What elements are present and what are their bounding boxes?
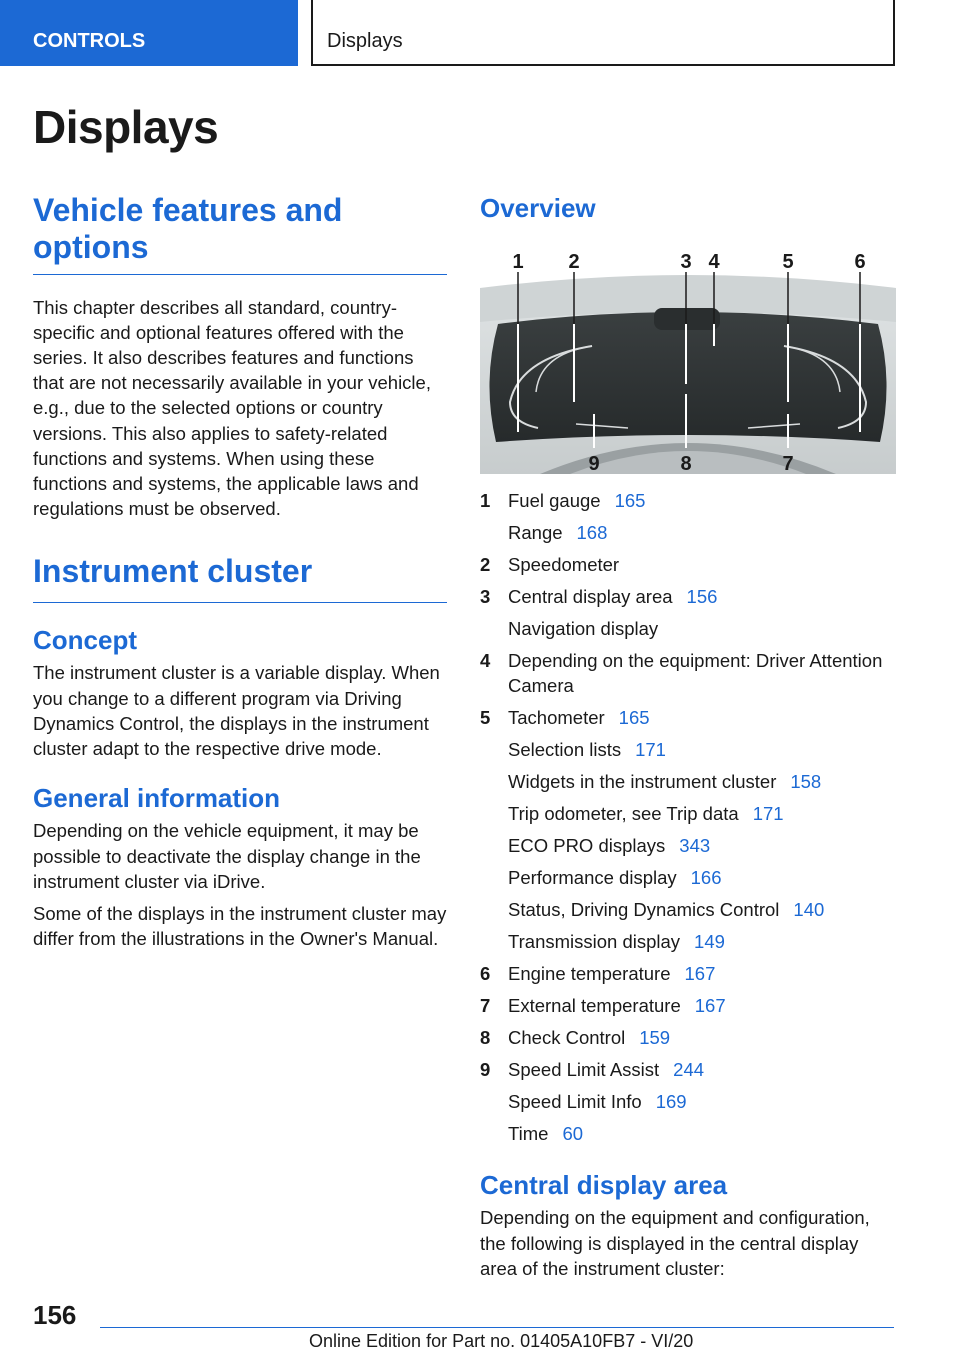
legend-text [508, 865, 896, 890]
legend-number [480, 833, 508, 858]
legend-label: Fuel gauge [508, 489, 601, 511]
page-reference-link[interactable]: 166 [690, 867, 722, 889]
general-info-paragraph-1: Depending on the vehicle equipment, it may be possible to deactivate the display change in the instrument cluster via iDrive. [33, 820, 421, 892]
callout-6: 6 [854, 250, 866, 273]
legend-item [480, 993, 896, 1018]
page-reference-link[interactable]: 165 [614, 489, 646, 511]
page-reference-link[interactable]: 156 [686, 585, 718, 607]
legend-item [480, 1089, 896, 1114]
legend-number [480, 1121, 508, 1146]
legend-item [480, 897, 896, 922]
legend-number [480, 1089, 508, 1114]
legend-item [480, 584, 896, 609]
legend-item [480, 865, 896, 890]
legend-number [480, 865, 508, 890]
legend-label: Engine temperature [508, 963, 671, 985]
page-reference-link[interactable]: 158 [790, 771, 822, 793]
legend-label: Speed Limit Assist [508, 1059, 660, 1081]
legend-label: Speedometer [508, 553, 620, 575]
legend-text [508, 737, 896, 762]
page-reference-link[interactable]: 167 [684, 963, 716, 985]
legend-label: Transmission display [508, 931, 681, 953]
legend-label: Status, Driving Dynamics Control [508, 899, 780, 921]
footer-rule [100, 1327, 894, 1328]
legend-text [508, 833, 896, 858]
legend-item [480, 1121, 896, 1146]
legend-label: ECO PRO displays [508, 835, 666, 857]
legend-item [480, 1057, 896, 1082]
legend-label: Range [508, 521, 563, 543]
instrument-cluster-figure [480, 242, 896, 474]
legend-list [480, 488, 896, 1146]
header-section-tab: CONTROLS [0, 0, 298, 66]
legend-number [480, 801, 508, 826]
legend-text [508, 584, 896, 609]
legend-item [480, 769, 896, 794]
legend-label: External temperature [508, 995, 681, 1017]
legend-text [508, 993, 896, 1018]
callout-1: 1 [512, 250, 524, 273]
concept-heading: Concept [33, 625, 137, 656]
legend-text [508, 520, 896, 545]
legend-label: Central display area [508, 585, 673, 607]
legend-item [480, 737, 896, 762]
legend-number: 6 [480, 963, 491, 985]
vehicle-features-heading: Vehicle features and options [33, 192, 447, 275]
legend-text [508, 1025, 896, 1050]
callout-4: 4 [708, 250, 720, 273]
page-reference-link[interactable]: 171 [635, 739, 666, 761]
legend-label: Performance display [508, 867, 677, 889]
page-reference-link[interactable]: 171 [752, 803, 784, 825]
page-reference-link[interactable]: 244 [673, 1059, 705, 1081]
legend-number [480, 616, 508, 641]
page-reference-link[interactable]: 167 [694, 995, 726, 1017]
page-reference-link[interactable]: 149 [694, 931, 725, 953]
legend-number: 3 [480, 585, 491, 607]
instrument-cluster-illustration [480, 242, 896, 474]
callout-5: 5 [782, 250, 794, 273]
legend-number [480, 929, 508, 954]
general-info-paragraph-2: Some of the displays in the instrument cluster may differ from the illustrations in the Owner's Manual. [33, 903, 447, 950]
legend-label: Depending on the equipment: Driver Attention Camera [508, 649, 883, 697]
legend-number [480, 737, 508, 762]
page-reference-link[interactable]: 169 [655, 1091, 687, 1113]
legend-number: 9 [480, 1059, 491, 1081]
legend-label: Trip odometer, see Trip data [508, 803, 739, 825]
legend-number: 1 [480, 489, 491, 511]
page-reference-link[interactable]: 140 [793, 899, 825, 921]
page-reference-link[interactable]: 60 [562, 1123, 584, 1145]
callout-9: 9 [588, 452, 600, 474]
legend-label: Tachometer [508, 707, 605, 729]
footer-edition: Online Edition for Part no. 01405A10FB7 - VI/20 [309, 1331, 694, 1351]
legend-text [508, 961, 896, 986]
legend-number: 8 [480, 1027, 491, 1049]
page-title: Displays [33, 101, 219, 153]
legend-item [480, 520, 896, 545]
legend-label: Navigation display [508, 617, 659, 639]
legend-number [480, 520, 508, 545]
legend-text [508, 929, 896, 954]
central-display-heading: Central display area [480, 1170, 728, 1201]
legend-label: Selection lists [508, 739, 622, 761]
legend-number: 2 [480, 553, 491, 575]
page-reference-link[interactable]: 165 [618, 707, 650, 729]
legend-item [480, 552, 896, 577]
legend-item [480, 833, 896, 858]
legend-text [508, 801, 896, 826]
overview-heading: Overview [480, 193, 596, 223]
page-number: 156 [33, 1300, 77, 1330]
legend-label: Time [508, 1123, 549, 1145]
legend-text [508, 1121, 896, 1146]
legend-number [480, 897, 508, 922]
page-reference-link[interactable]: 159 [639, 1027, 671, 1049]
legend-number: 7 [480, 995, 491, 1017]
legend-text [508, 897, 896, 922]
legend-label: Speed Limit Info [508, 1091, 642, 1113]
legend-text [508, 616, 896, 641]
legend-text [508, 769, 896, 794]
legend-item [480, 1025, 896, 1050]
general-info-heading: General information [33, 783, 281, 814]
concept-paragraph: The instrument cluster is a variable display. When you change to a different program via Driving Dynamics Control, the displays in the instrument cluster adapt to the respective drive mode. [33, 662, 440, 760]
legend-text [508, 648, 896, 698]
legend-number: 4 [480, 649, 491, 671]
legend-number [480, 769, 508, 794]
callout-2: 2 [568, 250, 580, 273]
legend-item [480, 488, 896, 513]
callout-3: 3 [680, 250, 692, 273]
left-column [33, 192, 447, 951]
callout-8: 8 [680, 452, 692, 474]
legend-item [480, 961, 896, 986]
legend-text [508, 705, 896, 730]
callout-7: 7 [782, 452, 794, 474]
legend-label: Widgets in the instrument cluster [508, 771, 777, 793]
legend-text [508, 1057, 896, 1082]
instrument-cluster-heading: Instrument cluster [33, 553, 447, 603]
legend-text [508, 1089, 896, 1114]
legend-text [508, 488, 896, 513]
legend-item [480, 801, 896, 826]
central-display-paragraph: Depending on the equipment and configuration, the following is displayed in the central display area of the instrument cluster: [480, 1207, 870, 1279]
right-column [480, 192, 896, 1281]
page-reference-link[interactable]: 343 [679, 835, 711, 857]
legend-text [508, 552, 896, 577]
page-reference-link[interactable]: 168 [576, 521, 608, 543]
legend-item [480, 648, 896, 698]
legend-item [480, 705, 896, 730]
legend-item [480, 616, 896, 641]
header-chapter-title: Displays [311, 0, 895, 66]
legend-label: Check Control [508, 1027, 626, 1049]
legend-number: 5 [480, 707, 491, 729]
legend-item [480, 929, 896, 954]
intro-paragraph: This chapter describes all standard, country-specific and optional features offered with the series. It also describes features and functions that are not necessarily available in your vehicle, e.g., due to the selected options or country versions. This also applies to safety-related functions and systems. When using these functions and systems, the applicable laws and regulations must be observed. [33, 296, 431, 520]
